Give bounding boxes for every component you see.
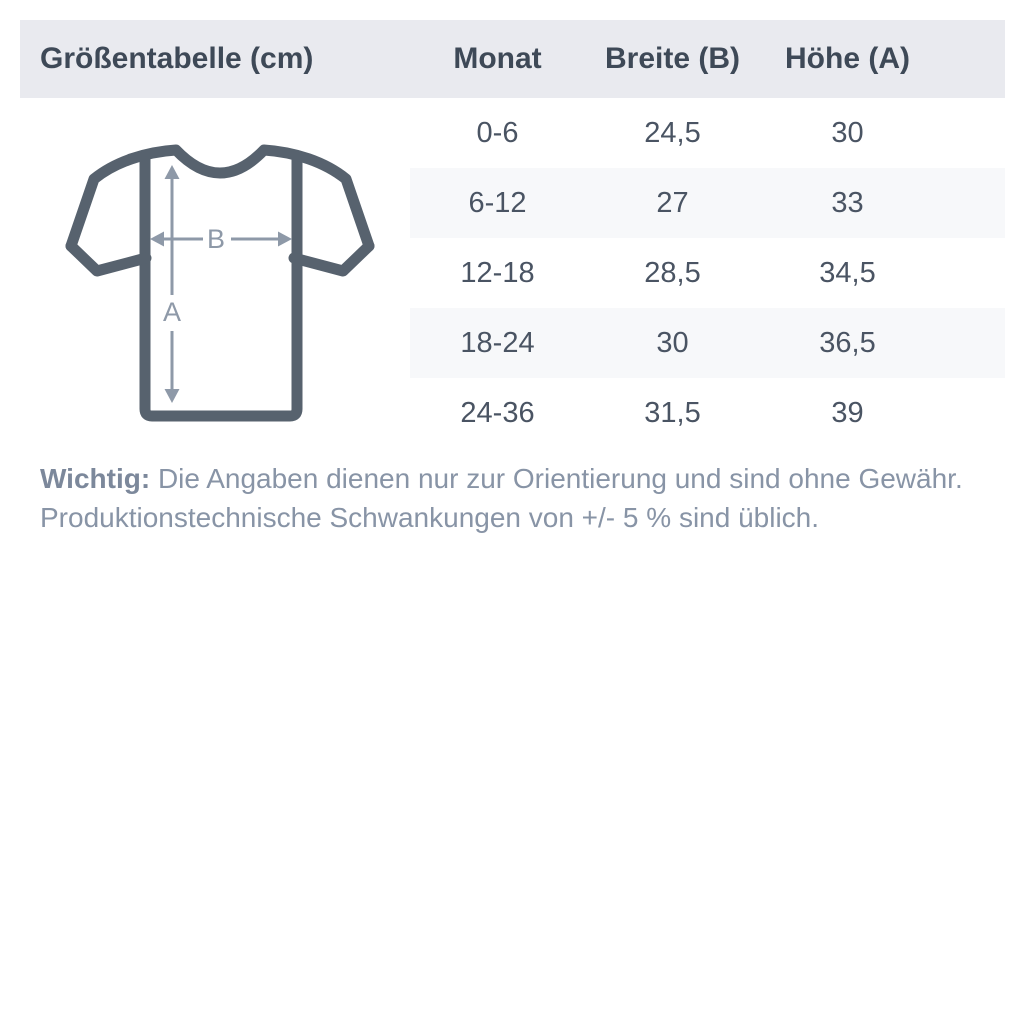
table-row bbox=[410, 98, 1005, 168]
column-header-monat: Monat bbox=[453, 42, 542, 75]
size-table bbox=[410, 98, 1005, 448]
disclaimer-note bbox=[40, 459, 1000, 537]
column-headers bbox=[410, 20, 935, 98]
disclaimer-line-2: Produktionstechnische Schwankungen von +/- 5 % sind üblich. bbox=[40, 502, 820, 533]
cell-hoehe: 39 bbox=[831, 397, 864, 429]
cell-monat: 6-12 bbox=[468, 187, 527, 219]
table-header-bar bbox=[20, 20, 1005, 98]
table-row bbox=[410, 238, 1005, 308]
width-arrow-label: B bbox=[206, 224, 226, 254]
cell-breite: 31,5 bbox=[644, 397, 701, 429]
disclaimer-line-1 bbox=[40, 459, 1000, 498]
cell-hoehe: 33 bbox=[831, 187, 864, 219]
cell-monat: 18-24 bbox=[460, 327, 535, 359]
disclaimer-text-1: Die Angaben dienen nur zur Orientierung und sind ohne Gewähr. bbox=[157, 463, 963, 494]
table-row bbox=[410, 378, 1005, 448]
column-header-breite: Breite (B) bbox=[604, 42, 740, 75]
cell-monat: 12-18 bbox=[460, 257, 535, 289]
cell-hoehe: 36,5 bbox=[819, 327, 876, 359]
column-header-hoehe: Höhe (A) bbox=[785, 42, 910, 75]
cell-monat: 0-6 bbox=[476, 117, 519, 149]
cell-breite: 27 bbox=[656, 187, 689, 219]
disclaimer-label: Wichtig: bbox=[40, 463, 151, 494]
cell-hoehe: 30 bbox=[831, 117, 864, 149]
table-row bbox=[410, 308, 1005, 378]
tshirt-outline-icon bbox=[71, 150, 369, 416]
cell-breite: 24,5 bbox=[644, 117, 701, 149]
table-row bbox=[410, 168, 1005, 238]
tshirt-measurement-diagram bbox=[60, 120, 400, 440]
cell-breite: 28,5 bbox=[644, 257, 701, 289]
cell-hoehe: 34,5 bbox=[819, 257, 876, 289]
height-arrow-label: A bbox=[162, 297, 182, 327]
cell-monat: 24-36 bbox=[460, 397, 535, 429]
page-title: Größentabelle (cm) bbox=[40, 42, 314, 75]
cell-breite: 30 bbox=[656, 327, 689, 359]
